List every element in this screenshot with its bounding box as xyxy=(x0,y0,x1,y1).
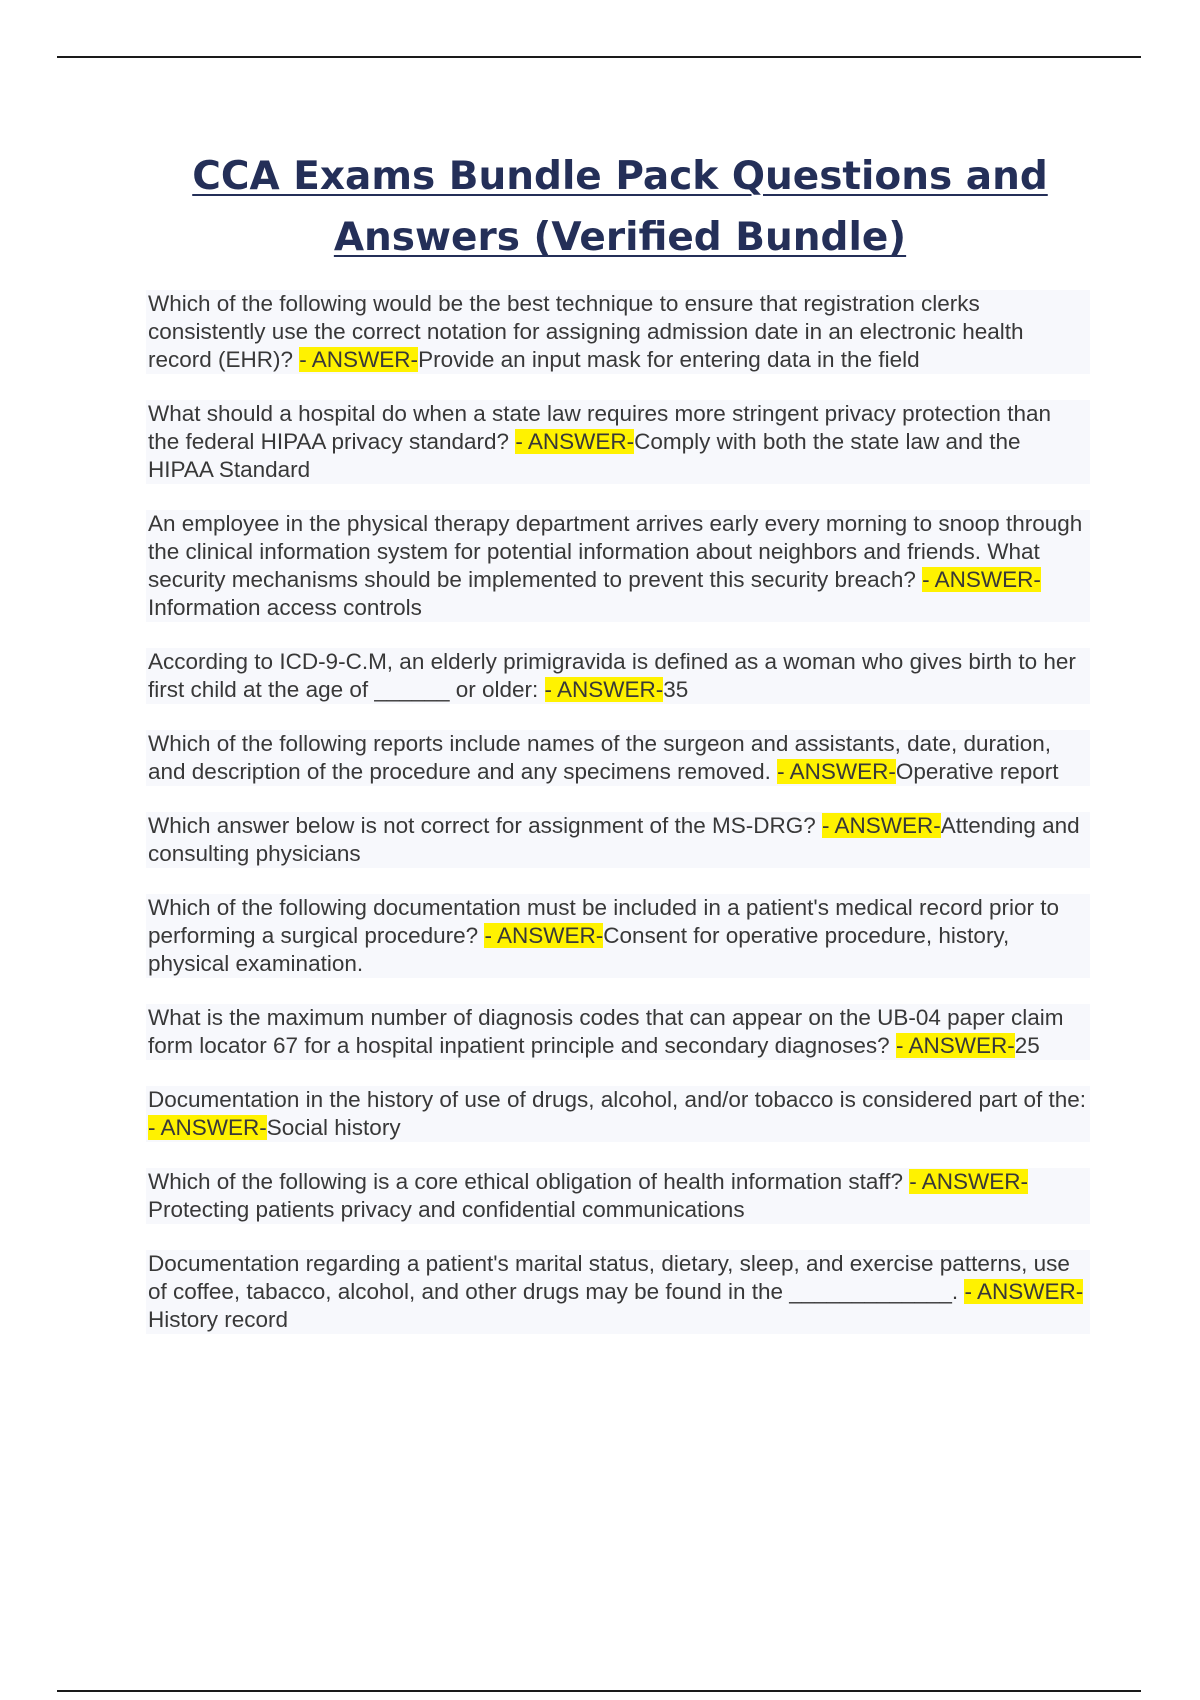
answer-marker: - ANSWER- xyxy=(922,567,1041,592)
bottom-rule xyxy=(57,1690,1141,1692)
question-text: Which of the following reports include names of the surgeon and assistants, date, duration, and description of the procedure and any specimens removed. xyxy=(148,731,1052,784)
answer-marker: - ANSWER- xyxy=(964,1279,1084,1304)
answer-text: Comply with both the state law and the HIPAA Standard xyxy=(148,429,1021,482)
document-title xyxy=(140,146,1100,268)
question-text: Which of the following documentation must be included in a patient's medical record prior to performing a surgical procedure? xyxy=(148,895,1060,948)
answer-marker: - ANSWER- xyxy=(909,1169,1029,1194)
qa-item xyxy=(146,894,1090,978)
question-text: What should a hospital do when a state law requires more stringent privacy protection than the federal HIPAA privacy standard? xyxy=(148,401,1051,454)
title-line-1: CCA Exams Bundle Pack Questions and xyxy=(192,154,1048,199)
qa-item xyxy=(146,400,1090,484)
qa-item xyxy=(146,812,1090,868)
question-text: Documentation regarding a patient's marital status, dietary, sleep, and exercise patterns, use of coffee, tabacco, alcohol, and other drugs may be found in the _____________. xyxy=(148,1251,1070,1304)
answer-text: Consent for operative procedure, history, physical examination. xyxy=(148,923,1010,976)
qa-item xyxy=(146,1168,1090,1224)
qa-item xyxy=(146,1250,1090,1334)
qa-item xyxy=(146,1086,1090,1142)
answer-text: Operative report xyxy=(895,759,1059,784)
answer-text: 35 xyxy=(663,677,689,702)
answer-text: History record xyxy=(148,1307,289,1332)
answer-marker: - ANSWER- xyxy=(822,813,941,838)
answer-text: Attending and consulting physicians xyxy=(148,813,1080,866)
qa-list xyxy=(146,290,1090,1360)
answer-marker: - ANSWER- xyxy=(544,677,664,702)
qa-item xyxy=(146,290,1090,374)
answer-text: 25 xyxy=(1014,1033,1040,1058)
question-text: Documentation in the history of use of drugs, alcohol, and/or tobacco is considered part of the: xyxy=(148,1087,1087,1112)
title-line-2: Answers (Verified Bundle) xyxy=(333,215,907,260)
answer-text: Protecting patients privacy and confidential communications xyxy=(148,1197,745,1222)
qa-item xyxy=(146,1004,1090,1060)
question-text: According to ICD-9-C.M, an elderly primigravida is defined as a woman who gives birth to her first child at the age of ______ or older: xyxy=(148,649,1076,702)
answer-marker: - ANSWER- xyxy=(484,923,604,948)
answer-marker: - ANSWER- xyxy=(148,1115,267,1140)
question-text: An employee in the physical therapy department arrives early every morning to snoop through the clinical information system for potential information about neighbors and friends. What security mechanisms should be implemented to prevent this security breach? xyxy=(148,511,1083,592)
answer-marker: - ANSWER- xyxy=(895,1033,1015,1058)
question-text: What is the maximum number of diagnosis codes that can appear on the UB-04 paper claim form locator 67 for a hospital inpatient principle and secondary diagnoses? xyxy=(148,1005,1064,1058)
qa-item xyxy=(146,730,1090,786)
answer-marker: - ANSWER- xyxy=(777,759,896,784)
answer-text: Provide an input mask for entering data in the field xyxy=(418,347,920,372)
answer-text: Information access controls xyxy=(148,595,422,620)
top-rule xyxy=(57,56,1141,58)
question-text: Which answer below is not correct for assignment of the MS-DRG? xyxy=(148,813,816,838)
answer-marker: - ANSWER- xyxy=(515,429,635,454)
question-text: Which of the following would be the best technique to ensure that registration clerks consistently use the correct notation for assigning admission date in an electronic health record (EHR)? xyxy=(148,291,1024,372)
answer-text: Social history xyxy=(266,1115,401,1140)
answer-marker: - ANSWER- xyxy=(299,347,419,372)
qa-item xyxy=(146,510,1090,622)
question-text: Which of the following is a core ethical obligation of health information staff? xyxy=(148,1169,904,1194)
qa-item xyxy=(146,648,1090,704)
